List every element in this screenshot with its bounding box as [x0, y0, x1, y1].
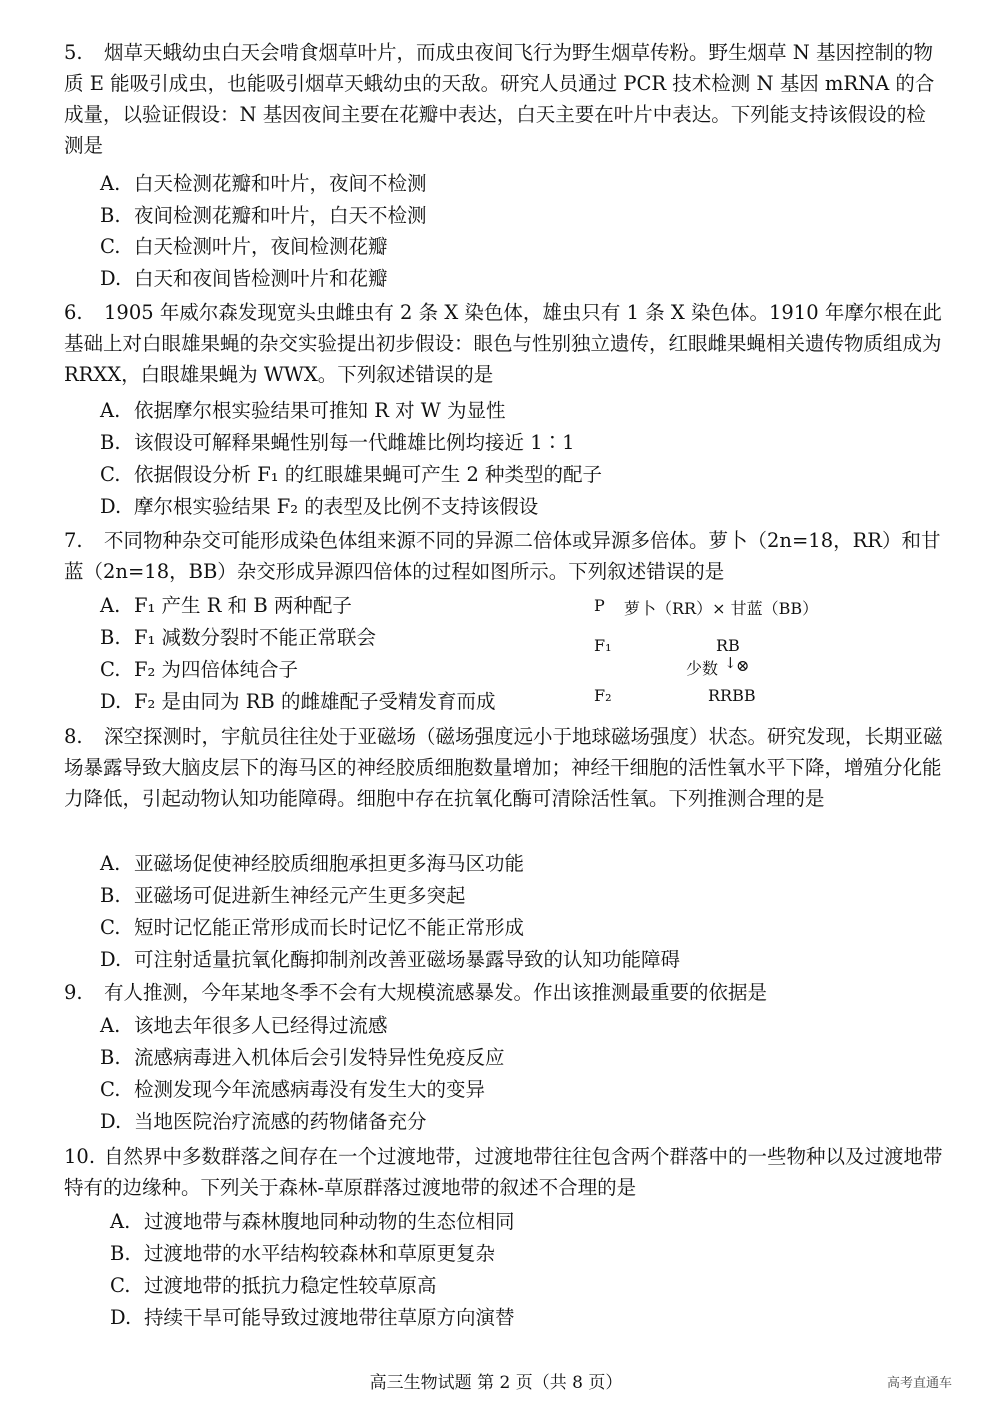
arrow-label: 少数 — [686, 659, 719, 678]
option-label: A. — [100, 852, 121, 875]
question-text: 不同物种杂交可能形成染色体组来源不同的异源二倍体或异源多倍体。萝卜（2n=18，RR）和甘蓝（2n=18，BB）杂交形成异源四倍体的过程如图所示。下列叙述错误的是 — [64, 529, 941, 583]
option-text: 依据摩尔根实验结果可推知 R 对 W 为显性 — [134, 399, 506, 422]
option-text: 过渡地带与森林腹地同种动物的生态位相同 — [144, 1210, 515, 1233]
option-label: C. — [100, 463, 121, 486]
question-8-stem — [64, 721, 944, 814]
option-text: 可注射适量抗氧化酶抑制剂改善亚磁场暴露导致的认知功能障碍 — [134, 948, 681, 971]
option-label: C. — [100, 658, 121, 681]
q5-option-b — [100, 200, 427, 231]
option-text: 检测发现今年流感病毒没有发生大的变异 — [134, 1078, 486, 1101]
hybridization-diagram — [590, 590, 910, 710]
option-text: 持续干旱可能导致过渡地带往草原方向演替 — [144, 1306, 515, 1329]
option-label: A. — [100, 1014, 121, 1037]
q10-option-c — [110, 1270, 437, 1301]
option-text: F₂ 为四倍体纯合子 — [134, 658, 299, 681]
option-label: A. — [110, 1210, 131, 1233]
q7-option-a — [100, 590, 352, 621]
q6-option-a — [100, 395, 506, 426]
option-text: 白天检测花瓣和叶片，夜间不检测 — [134, 172, 427, 195]
option-label: D. — [110, 1306, 132, 1329]
option-label: B. — [100, 1046, 121, 1069]
option-label: B. — [100, 884, 121, 907]
option-text: F₂ 是由同为 RB 的雌雄配子受精发育而成 — [134, 690, 496, 713]
option-text: 白天检测叶片，夜间检测花瓣 — [134, 235, 388, 258]
option-label: C. — [110, 1274, 131, 1297]
q6-option-c — [100, 459, 602, 490]
question-text: 深空探测时，宇航员往往处于亚磁场（磁场强度远小于地球磁场强度）状态。研究发现，长期亚磁场暴露导致大脑皮层下的海马区的神经胶质细胞数量增加；神经干细胞的活性氧水平下降，增殖分化能力降低，引起动物认知功能障碍。细胞中存在抗氧化酶可清除活性氧。下列推测合理的是 — [64, 725, 943, 810]
question-text: 1905 年威尔森发现宽头虫雌虫有 2 条 X 染色体，雄虫只有 1 条 X 染色体。1910 年摩尔根在此基础上对白眼雄果蝇的杂交实验提出初步假设：眼色与性别独立遗传，红眼雌果蝇相关遗传物质组成为 RRXX，白眼雄果蝇为 WWX。下列叙述错误的是 — [64, 301, 942, 386]
question-10-stem — [64, 1141, 944, 1203]
option-label: C. — [100, 916, 121, 939]
q8-option-b — [100, 880, 466, 911]
q8-option-a — [100, 848, 524, 879]
q7-option-c — [100, 654, 298, 685]
q8-option-c — [100, 912, 524, 943]
question-text: 有人推测，今年某地冬季不会有大规模流感暴发。作出该推测最重要的依据是 — [104, 981, 768, 1004]
option-label: D. — [100, 948, 122, 971]
q9-option-a — [100, 1010, 388, 1041]
option-text: 过渡地带的水平结构较森林和草原更复杂 — [144, 1242, 496, 1265]
row-f2-label: F₂ — [594, 686, 612, 705]
q8-option-d — [100, 944, 680, 975]
option-label: B. — [100, 431, 121, 454]
question-number: 8. — [64, 725, 83, 748]
q7-option-d — [100, 686, 495, 717]
q6-option-d — [100, 491, 538, 522]
q6-option-b — [100, 427, 575, 458]
q5-option-c — [100, 231, 388, 262]
option-label: B. — [100, 204, 121, 227]
row-p-label: P — [594, 596, 605, 615]
option-text: 白天和夜间皆检测叶片和花瓣 — [134, 267, 388, 290]
option-text: 流感病毒进入机体后会引发特异性免疫反应 — [134, 1046, 505, 1069]
option-label: B. — [100, 626, 121, 649]
q10-option-d — [110, 1302, 515, 1333]
q5-option-a — [100, 168, 427, 199]
q9-option-b — [100, 1042, 505, 1073]
option-label: D. — [100, 1110, 122, 1133]
page-footer: 高三生物试题 第 2 页（共 8 页） — [369, 1373, 623, 1393]
option-text: 短时记忆能正常形成而长时记忆不能正常形成 — [134, 916, 525, 939]
option-text: 该地去年很多人已经得过流感 — [134, 1014, 388, 1037]
row-f1-label: F₁ — [594, 636, 612, 655]
question-number: 7. — [64, 529, 83, 552]
row-f1-text: RB — [716, 636, 740, 655]
q9-option-d — [100, 1106, 427, 1137]
q5-option-d — [100, 263, 388, 294]
q10-option-b — [110, 1238, 495, 1269]
option-label: C. — [100, 1078, 121, 1101]
question-9-stem — [64, 977, 944, 1008]
option-text: 夜间检测花瓣和叶片，白天不检测 — [134, 204, 427, 227]
watermark: 高考直通车 — [886, 1376, 952, 1391]
down-arrow-icon: ↓ — [724, 654, 737, 672]
option-label: C. — [100, 235, 121, 258]
option-label: A. — [100, 594, 121, 617]
option-label: B. — [110, 1242, 131, 1265]
question-number: 6. — [64, 301, 83, 324]
q10-option-a — [110, 1206, 515, 1237]
question-6-stem — [64, 297, 944, 390]
option-text: 依据假设分析 F₁ 的红眼雄果蝇可产生 2 种类型的配子 — [134, 463, 603, 486]
option-label: D. — [100, 267, 122, 290]
option-text: 该假设可解释果蝇性别每一代雌雄比例均接近 1∶1 — [134, 431, 575, 454]
option-text: 过渡地带的抵抗力稳定性较草原高 — [144, 1274, 437, 1297]
option-label: A. — [100, 399, 121, 422]
question-number: 9. — [64, 981, 83, 1004]
question-number: 5. — [64, 41, 83, 64]
option-text: F₁ 产生 R 和 B 两种配子 — [134, 594, 352, 617]
row-f2-text: RRBB — [708, 686, 756, 705]
q9-option-c — [100, 1074, 485, 1105]
option-label: D. — [100, 690, 122, 713]
option-text: 当地医院治疗流感的药物储备充分 — [134, 1110, 427, 1133]
question-5-stem — [64, 37, 944, 161]
question-text: 烟草天蛾幼虫白天会啃食烟草叶片，而成虫夜间飞行为野生烟草传粉。野生烟草 N 基因控制的物质 E 能吸引成虫，也能吸引烟草天蛾幼虫的天敌。研究人员通过 PCR 技术检测 N 基因 mRNA 的合成量，以验证假设：N 基因夜间主要在花瓣中表达，白天主要在叶片中表达。下列能支持该假设的检测是 — [64, 41, 935, 157]
question-text: 自然界中多数群落之间存在一个过渡地带，过渡地带往往包含两个群落中的一些物种以及过渡地带特有的边缘种。下列关于森林-草原群落过渡地带的叙述不合理的是 — [64, 1145, 943, 1199]
option-text: F₁ 减数分裂时不能正常联会 — [134, 626, 377, 649]
option-text: 亚磁场可促进新生神经元产生更多突起 — [134, 884, 466, 907]
question-number: 10. — [64, 1145, 96, 1168]
question-7-stem — [64, 525, 944, 587]
option-text: 亚磁场促使神经胶质细胞承担更多海马区功能 — [134, 852, 525, 875]
q7-option-b — [100, 622, 376, 653]
option-label: D. — [100, 495, 122, 518]
row-p-text: 萝卜（RR）× 甘蓝（BB） — [624, 599, 819, 618]
option-text: 摩尔根实验结果 F₂ 的表型及比例不支持该假设 — [134, 495, 539, 518]
option-label: A. — [100, 172, 121, 195]
self-cross-symbol: ⊗ — [736, 656, 750, 675]
